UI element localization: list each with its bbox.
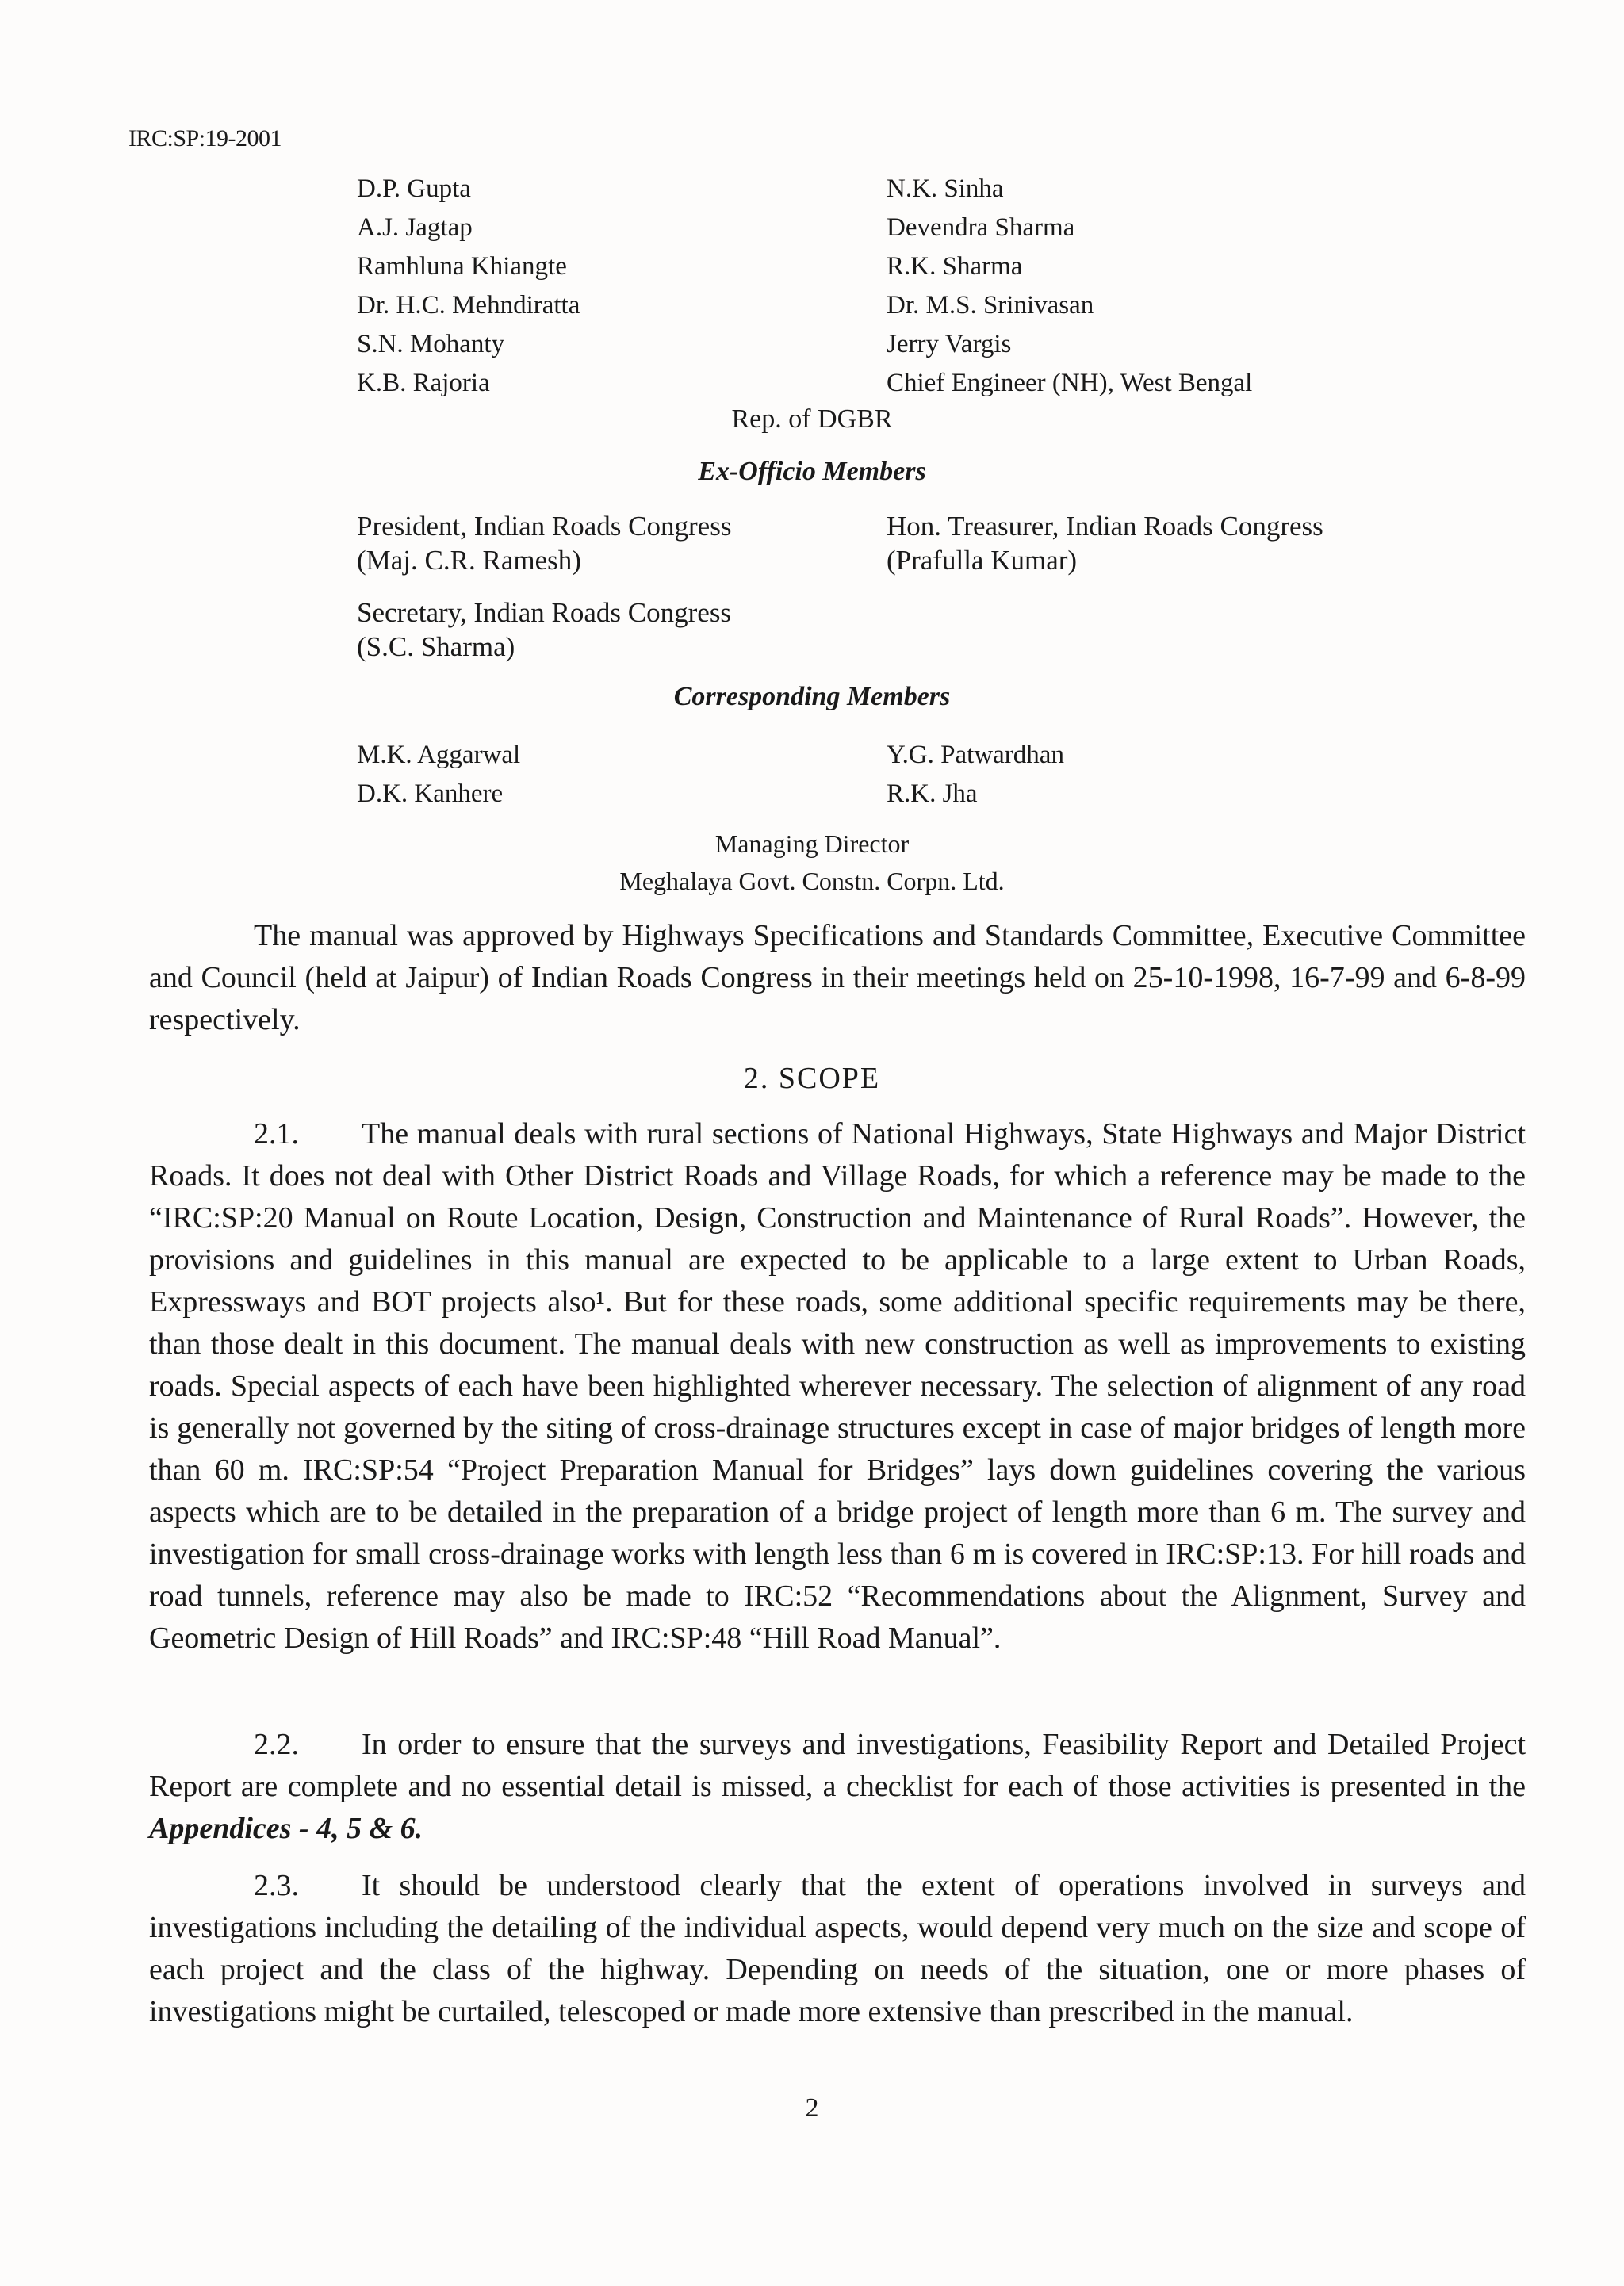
- president-name: (Maj. C.R. Ramesh): [357, 545, 581, 576]
- secretary-block: [357, 595, 731, 664]
- member-name: N.K. Sinha: [887, 174, 1004, 203]
- managing-director-title: Managing Director: [714, 829, 910, 858]
- managing-director-org: Meghalaya Govt. Constn. Corpn. Ltd.: [619, 867, 1005, 895]
- member-name: Dr. H.C. Mehndiratta: [357, 291, 580, 320]
- member-name: Jerry Vargis: [887, 330, 1012, 358]
- members-right-column: [887, 170, 1252, 403]
- secretary-title: Secretary, Indian Roads Congress: [357, 597, 732, 628]
- member-name: S.N. Mohanty: [357, 330, 505, 358]
- appendices-reference: Appendices - 4, 5 & 6.: [149, 1812, 423, 1845]
- corresponding-left-column: [357, 736, 520, 814]
- ex-officio-heading: Ex-Officio Members: [698, 457, 926, 486]
- secretary-name: (S.C. Sharma): [357, 631, 515, 662]
- member-name: Dr. M.S. Srinivasan: [887, 291, 1094, 320]
- members-left-column: [357, 170, 580, 403]
- paragraph-number: 2.3.: [254, 1869, 299, 1902]
- rep-of-dgbr: Rep. of DGBR: [731, 404, 893, 434]
- president-title: President, Indian Roads Congress: [357, 511, 732, 542]
- member-name: A.J. Jagtap: [357, 213, 473, 242]
- member-name: Y.G. Patwardhan: [887, 741, 1064, 769]
- scope-paragraph-2-2: [149, 1724, 1526, 1850]
- corresponding-heading: Corresponding Members: [673, 682, 951, 711]
- member-name: Chief Engineer (NH), West Bengal: [887, 369, 1253, 397]
- president-block: [357, 509, 731, 577]
- paragraph-number: 2.2.: [254, 1728, 299, 1761]
- corresponding-right-column: [887, 736, 1064, 814]
- member-name: M.K. Aggarwal: [357, 741, 521, 769]
- approval-paragraph: The manual was approved by Highways Specifications and Standards Committee, Executive Committee and Council (held at Jaipur) of Indian Roads Congress in their meetings held on 25-10-1998, 16-7-99 and 6-8-99 respectively.: [149, 919, 1526, 1036]
- member-name: Devendra Sharma: [887, 213, 1075, 242]
- member-name: R.K. Sharma: [887, 252, 1023, 281]
- page-number: 2: [805, 2093, 819, 2123]
- paragraph-number: 2.1.: [254, 1117, 299, 1151]
- treasurer-block: [887, 509, 1323, 577]
- scope-paragraph-2-1: [149, 1113, 1526, 1660]
- paragraph-text: In order to ensure that the surveys and investigations, Feasibility Report and Detailed Project Report are complete and no essential detail is missed, a checklist for each of those activities is presented in the: [149, 1728, 1526, 1803]
- paragraph-text: It should be understood clearly that the extent of operations involved in surveys and investigations including the detailing of the individual aspects, would depend very much on the size and scope of each project and the class of the highway. Depending on needs of the situation, one or more phases of investigations might be curtailed, telescoped or made more extensive than prescribed in the manual.: [149, 1869, 1526, 2028]
- member-name: R.K. Jha: [887, 779, 978, 808]
- paragraph-text: The manual deals with rural sections of National Highways, State Highways and Major District Roads. It does not deal with Other District Roads and Village Roads, for which a reference may be made to the “IRC:SP:20 Manual on Route Location, Design, Construction and Maintenance of Rural Roads”. However, the provisions and guidelines in this manual are expected to be applicable to a large extent to Urban Roads, Expressways and BOT projects also¹. But for these roads, some additional specific requirements may be there, than those dealt in this document. The manual deals with new construction as well as improvements to existing roads. Special aspects of each have been highlighted wherever necessary. The selection of alignment of any road is generally not governed by the siting of cross-drainage structures except in case of major bridges of length more than 60 m. IRC:SP:54 “Project Preparation Manual for Bridges” lays down guidelines covering the various aspects which are to be detailed in the preparation of a bridge project of length more than 6 m. The survey and investigation for small cross-drainage works with length less than 6 m is covered in IRC:SP:13. For hill roads and road tunnels, reference may also be made to IRC:52 “Recommendations about the Alignment, Survey and Geometric Design of Hill Roads” and IRC:SP:48 “Hill Road Manual”.: [149, 1117, 1526, 1655]
- member-name: D.K. Kanhere: [357, 779, 504, 808]
- document-code: IRC:SP:19-2001: [128, 125, 282, 151]
- scope-paragraph-2-3: [149, 1865, 1526, 2033]
- member-name: K.B. Rajoria: [357, 369, 490, 397]
- treasurer-title: Hon. Treasurer, Indian Roads Congress: [887, 511, 1323, 542]
- member-name: D.P. Gupta: [357, 174, 471, 203]
- treasurer-name: (Prafulla Kumar): [887, 545, 1078, 576]
- scope-heading: 2. SCOPE: [743, 1062, 881, 1095]
- member-name: Ramhluna Khiangte: [357, 252, 567, 281]
